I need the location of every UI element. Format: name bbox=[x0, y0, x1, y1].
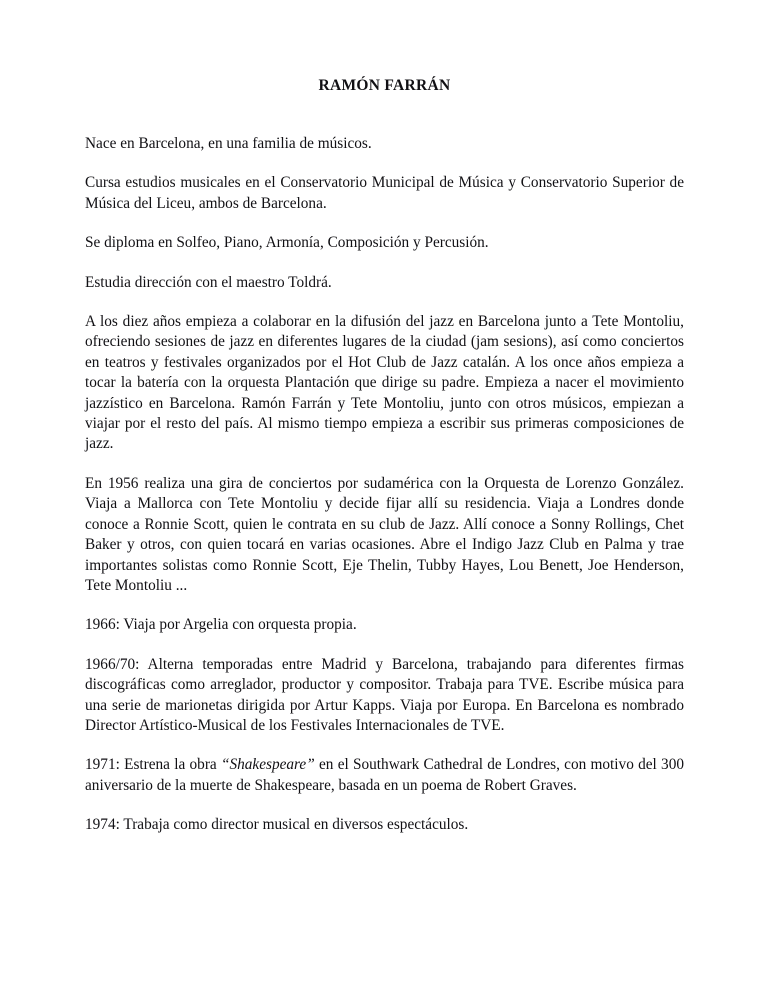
page-title: RAMÓN FARRÁN bbox=[318, 77, 451, 94]
paragraph-birth: Nace en Barcelona, en una familia de músicos. bbox=[85, 135, 372, 152]
paragraph-early-jazz: A los diez años empieza a colaborar en la difusión del jazz en Barcelona junto a Tete Montoliu, ofreciendo sesiones de jazz en diferentes lugares de la ciudad (jam sesions), así como conciertos en teatros y festivales organizados por el Hot Club de Jazz catalán. A los once años empieza a tocar la batería con la orquesta Plantación que dirige su padre. Empieza a nacer el movimiento jazzístico en Barcelona. Ramón Farrán y Tete Montoliu, junto con otros músicos, empiezan a viajar por el resto del país. Al mismo tiempo empieza a escribir sus primeras composiciones de jazz. bbox=[85, 313, 684, 453]
paragraph-container bbox=[85, 134, 684, 836]
paragraph-studies: Cursa estudios musicales en el Conservatorio Municipal de Música y Conservatorio Superior de Música del Liceu, ambos de Barcelona. bbox=[85, 174, 684, 212]
document-body bbox=[85, 76, 684, 836]
paragraph-year-1971-segment-2: en el Southwark Cathedral de Londres, con motivo del 300 aniversario de la muerte de Shakespeare, basada en un poema de Robert Graves. bbox=[85, 756, 684, 794]
paragraph-direction: Estudia dirección con el maestro Toldrá. bbox=[85, 273, 332, 291]
paragraph-year-1966-70: 1966/70: Alterna temporadas entre Madrid y Barcelona, trabajando para diferentes firmas discográficas como arreglador, productor y compositor. Trabaja para TVE. Escribe música para una serie de marionetas dirigida por Artur Kapps. Viaja por Europa. En Barcelona es nombrado Director Artístico-Musical de los Festivales Internacionales de TVE. bbox=[85, 655, 684, 734]
paragraph-year-1956: En 1956 realiza una gira de conciertos por sudamérica con la Orquesta de Lorenzo González. Viaja a Mallorca con Tete Montoliu y decide fijar allí su residencia. Viaja a Londres donde conoce a Ronnie Scott, quien le contrata en su club de Jazz. Allí conoce a Sonny Rollings, Chet Baker y otros, con quien tocará en varias ocasiones. Abre el Indigo Jazz Club en Palma y trae importantes solistas como Ronnie Scott, Eje Thelin, Tubby Hayes, Lou Benett, Joe Henderson, Tete Montoliu ... bbox=[85, 474, 684, 594]
paragraph-year-1971 bbox=[85, 755, 684, 796]
paragraph-year-1974: 1974: Trabaja como director musical en diversos espectáculos. bbox=[85, 816, 469, 834]
paragraph-diploma: Se diploma en Solfeo, Piano, Armonía, Composición y Percusión. bbox=[85, 234, 489, 252]
paragraph-year-1971-segment-0: 1971: Estrena la obra bbox=[85, 756, 221, 774]
paragraph-year-1966: 1966: Viaja por Argelia con orquesta propia. bbox=[85, 616, 357, 634]
paragraph-year-1971-segment-1: “Shakespeare” bbox=[220, 756, 315, 774]
